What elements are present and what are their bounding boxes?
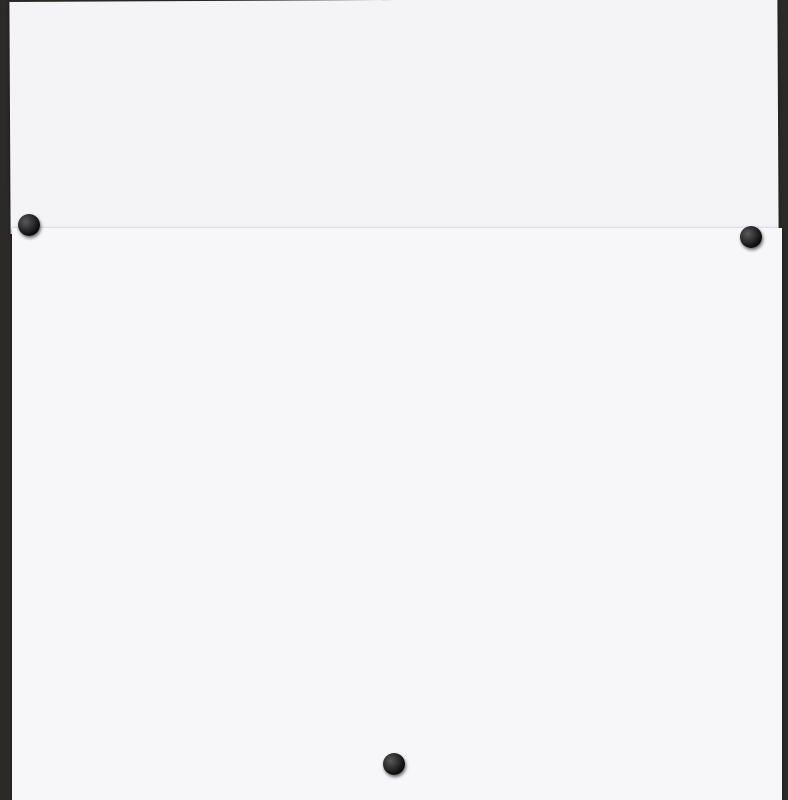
pushpin-icon: [18, 214, 40, 236]
results-sheet-bottom: [12, 228, 782, 800]
pushpin-icon: [740, 226, 762, 248]
pushpin-icon: [383, 753, 405, 775]
results-sheet-top: [9, 0, 778, 234]
